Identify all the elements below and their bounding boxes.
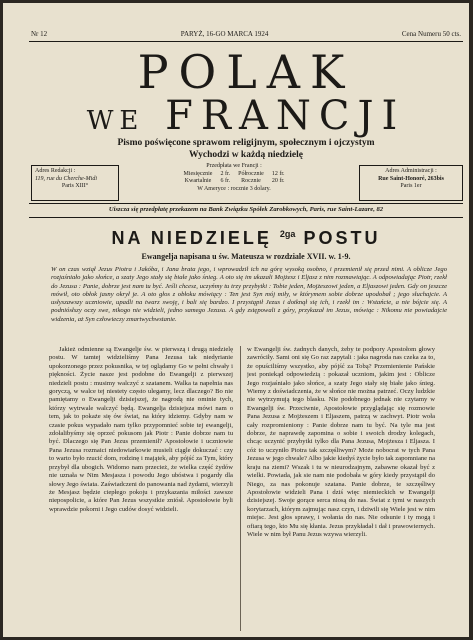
headline-main: NA NIEDZIELĘ [111,228,272,248]
article-headline [29,228,463,249]
header-line [31,30,461,38]
column-text: w Ewangelji św. żadnych danych, żeby te podpory Apostołom głowy zawróciły. Sami oni się Go raz zapytali : jaka nagroda nas czeka za to, że opuściliśmy wszystko, aby pójść za Tobą? Przemienienie Pańskie jest poniekąd odpowiedzią : pokazał uczniom, jakim jest : Oblicze Jego rozjaśniało jako słońce, a szaty Jego stały się białe jako śnieg. Wiemy z doświadczenia, że w słońce nie można patrzeć. Oczy ludzkie nie wytrzymują tego blasku. Nie podobnego jednak nie czytamy w Ewangelji św. Przeciwnie, Apostołowie przyglądając się rozmowie Pana Jezusa z Mojżeszem i Eljaszem, patrzą w zachwyt. Piotr woła cały rozpromieniony : Panie dobrze nam tu być. Na tyle ma jest dobrze, że naprawdę zapomina o sobie i swoich drodzy kolegach, chcąc uczynić przybytki tylko dla Pana Jezusa, Mojżesza i Eljasza. I cóż to uczyniło Piotra tak szczęśliwym? Może nobocrat w tych Pana Jezusa w jego chwale? Albo jakie kiedyś życie było tak zapomniane na kraju na ziemi? Wszak i tu w nieurodzajnym, zabawne okazał być z wielki. Powiada, jak sie nam nie podobała w góry kiedy przystąpił do Niego, za nas pokonuje szatana. Panie dobrze, te szczęśliwy Apostołowie widzieli Pana i dziś więc niemieckich w Ewangelji dzisiejszej. Swoje gorące serca niosą do nas. Świat z tymi w naszych korytarzach, którym zajmując nasz czyn, i dziwili się Wiele jest w nim miejsc. Jest głos sprawy, i wołania do nas. Nie odsunie i ty mogą i ofiarą tego, kto Mu się kłania. Jezus przykładał i dał i prawowiernych. Wiele w nim był Panu Jezus wzywa wierzyli. [247,346,435,538]
divider [29,41,463,42]
administration-street: Rue Saint-Honoré, 263bis [378,175,444,182]
info-box [29,163,463,203]
payment-notice: Uiszcza się przedpłatę przekazem na Bank Związku Spółek Zarobkowych, Paris, rue Saint-Lazare, 82 [108,206,384,213]
editorial-city: Paris XIII° [61,183,89,189]
editorial-address [31,165,119,201]
masthead-subtitle-line [29,93,463,141]
sub-cell: 20 fr. [271,178,285,184]
masthead-we: WE [86,106,145,136]
editorial-title: Adres Redakcji : [35,168,76,174]
subscription-america: W Ameryce : rocznie 3 dolary. [197,185,271,192]
sub-cell: 2 fr. [220,170,231,177]
column-text: Jakież odmienne są Ewangelje św. w pierwszą i drugą niedzielę postu. W tamtej widzieliśmy Pana Jezusa tak niedyrianie upokorzonego przez pokusnika, w tej oglądamy Go w pełni chwały i piękności. Życie nasze jest podobne do Ewangelji z pierwszej niedzieli postu : musimy walczyć z szatanem. Walka ta napełnia nas goryczą, w walce tej niestety często ulegamy, lecz dlaczego? Bo nie pamiętamy o Ewangelji dzisiejszej, że nagrodą nie ominie tych, którzy wytrwale walczyć będą. Ewangelja dzisiejsza mówi nam o tem, jak to pokaże się ów świat, na który idziemy. Gdyby nam w czasie pokus wypadało nam tylko przypomnieć sobie tej ewangelji, zdołalibyśmy się oprzeć pokusom jak Piotr : Panie dobrze nam tu być. Dlaczego się Pan Jezus przemienił? Apostołowie i uczniowie Pana Jezusa rozmaici niedowiarkowie musieli ciągle dokuczać : czy to warto było rzucić dom, rodzinę i majątek, aby pójść za Tym, który przybył dla ubogich. Widomo nam przecież, że wielka część żydów nie uznała w Nim Mesjasza i powodu Jego ubóstwa i pogardy dla słowy Jego świata. Zaświadczeni do panowania nad żydami, wierzyli że Mesjasz będzie ciepłego pokoju i przykazania miłości zawsze niepospolicie, a które Pan Jezus wszystkie zniósł. Apostołowie byli wprawdzie pokorni i Jego cudów dosyć widzieli. [49,346,233,513]
administration-title: Adres Administracji : [385,168,437,174]
divider [29,217,463,218]
headline-tail: POSTU [303,228,381,248]
sub-cell: Półrocznie [238,170,264,177]
article-column-right [247,346,435,631]
administration-city: Paris 1er [400,183,422,189]
masthead-tagline: Pismo poświęcone sprawom religijnym, społecznym i ojczystym [117,138,375,148]
headline-number: 2ga [279,229,296,239]
subscription-prices [134,163,334,193]
column-divider [240,346,241,631]
issue-number: Nr 12 [31,30,48,38]
subscription-table [179,171,288,186]
article-column-left [49,346,233,631]
gospel-quote: W on czas wziął Jezus Piotra i Jakóba, i Jana brata jego, i wprowadził ich na górę wysoką osobno, i przemienił się przed nimi. A oblicze Jego rozjaśniało jako słońce, a szaty Jego stały się białe jako śnieg. A oto się im ukazali Mojżesz i Eljasz z nim rozmawiając. A odpowiadając Piotr, rzekł do Jezusa : Panie, dobrze jest nam tu być. Jeśli chcesz, uczyńmy tu trzy przybytki : Tobie jeden, Mojżeszowi jeden, a Eljaszowi jeden. Gdy on jeszcze mówił, oto obłok jasny okrył je. A oto głos z obłoku mówiący : Ten jest Syn mój miły, w którymem sobie dobrze upodobał ; jego słuchajcie. A usłyszawszy uczniowie, upadli na twarz swoję, i bali się bardzo. I przystąpił Jezus i dotknął się ich, i rzekł im : Wstańcie, a nie bójcie się. A podniósłszy oczy swe, nikogo nie widzieli, jedno samego Jezusa. A gdy zstępowali z góry, przykazał im Jezus, mówiąc : Nikomu nie powiadajcie widzenia, aż Syn człowieczy zmartwychwstanie. [51,266,447,323]
sub-cell: Rocznie [241,178,261,184]
place-date: PARYŻ, 16-GO MARCA 1924 [180,30,269,38]
editorial-street: 119, rue du Cherche-Midi [35,175,97,182]
masthead-francji: FRANCJI [165,93,406,139]
masthead-title: POLAK [137,45,355,99]
article-subhead: Ewangelja napisana u św. Mateusza w rozdziale XVII. w. 1-9. [141,252,351,261]
subscription-title: Przedpłata we Francji : [206,163,262,169]
sub-cell: 6 fr. [220,178,231,184]
sub-cell: 12 fr. [271,170,285,177]
sub-cell: Miesięcznie [183,170,213,177]
administration-address [359,165,463,201]
divider [29,203,463,204]
sub-cell: Kwartalnie [184,178,212,184]
masthead-frequency: Wychodzi w każdą niedzielę [189,150,303,160]
price: Cena Numeru 50 cts. [401,30,461,38]
newspaper-page [3,3,469,637]
